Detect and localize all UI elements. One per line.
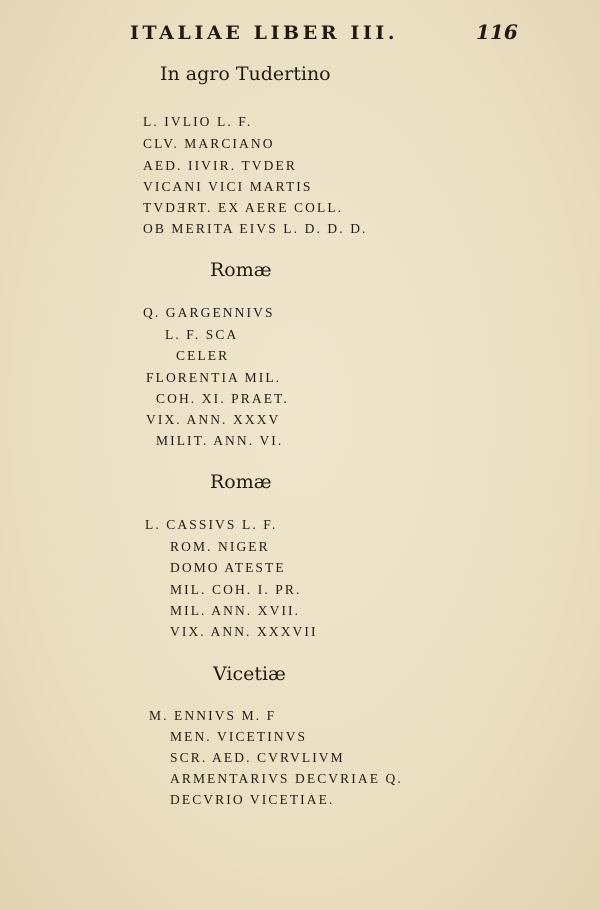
inscription-line: ARMENTARIVS DECVRIAE Q. (170, 771, 403, 786)
show-through-mark (300, 250, 380, 264)
inscription-line: L. CASSIVS L. F. (145, 517, 278, 532)
section-heading: Romæ (210, 259, 272, 281)
inscription-line: FLORENTIA MIL. (146, 370, 282, 385)
section-heading: In agro Tudertino (160, 63, 331, 85)
inscription-line: VICANI VICI MARTIS (143, 179, 313, 194)
inscription-line: SCR. AED. CVRVLIVM (170, 750, 345, 765)
inscription-line: TVDƎRT. EX AERE COLL. (143, 200, 344, 215)
inscription-line: L. IVLIO L. F. (143, 114, 253, 129)
page-number: 116 (476, 20, 518, 44)
running-title: ITALIAE LIBER III. (130, 22, 399, 44)
inscription-line: MIL. COH. I. PR. (170, 582, 302, 597)
inscription-line: DECVRIO VICETIAE. (170, 792, 335, 807)
inscription-line: M. ENNIVS M. F (149, 708, 277, 723)
inscription-line: MILIT. ANN. VI. (156, 433, 284, 448)
inscription-line: CELER (176, 348, 230, 363)
inscription-line: ROM. NIGER (170, 539, 270, 554)
inscription-line: Q. GARGENNIVS (143, 305, 275, 320)
inscription-line: MIL. ANN. XVII. (170, 603, 301, 618)
inscription-line: VIX. ANN. XXXVII (170, 624, 318, 639)
section-heading: Romæ (210, 471, 272, 493)
section-heading: Vicetiæ (213, 663, 286, 685)
inscription-line: AED. IIVIR. TVDER (143, 158, 297, 173)
inscription-line: CLV. MARCIANO (143, 136, 275, 151)
inscription-line: MEN. VICETINVS (170, 729, 308, 744)
inscription-line: VIX. ANN. XXXV (146, 412, 281, 427)
inscription-line: COH. XI. PRAET. (156, 391, 289, 406)
inscription-line: OB MERITA EIVS L. D. D. D. (143, 221, 368, 236)
inscription-line: L. F. SCA (165, 327, 239, 342)
inscription-line: DOMO ATESTE (170, 560, 286, 575)
